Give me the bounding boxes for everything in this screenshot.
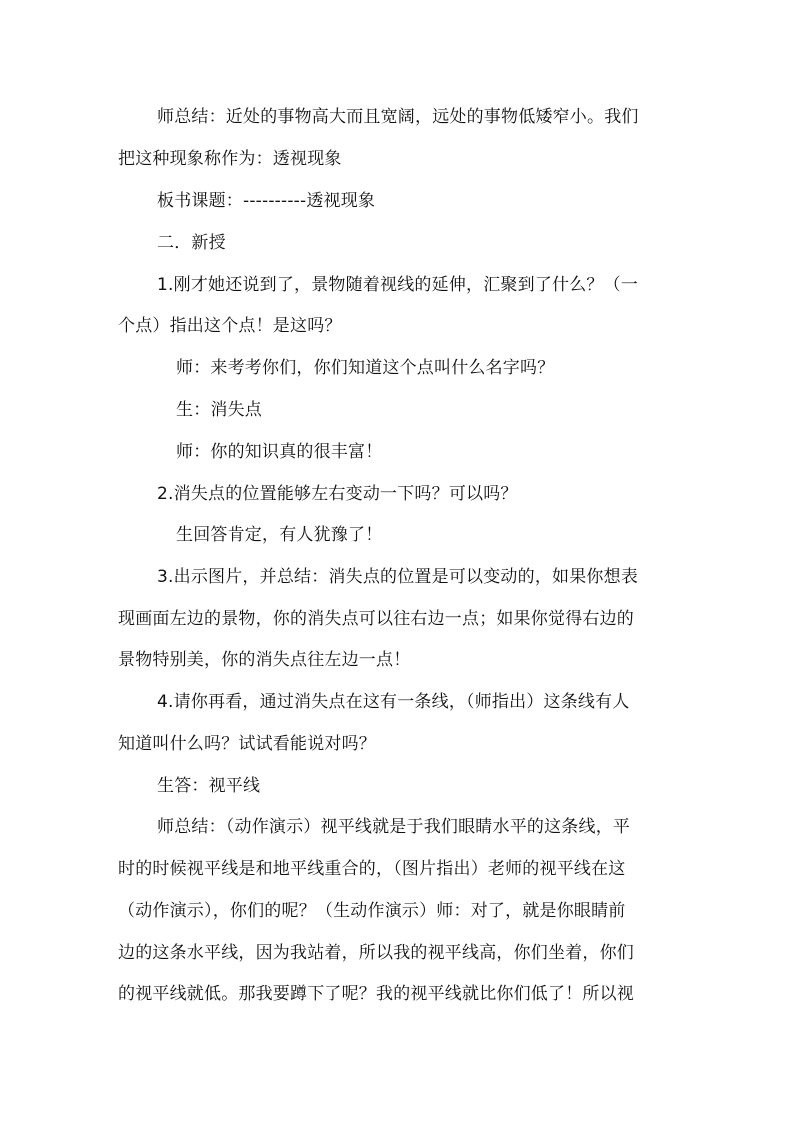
paragraph-line: 的视平线就低。那我要蹲下了呢？我的视平线就比你们低了！所以视 — [118, 984, 634, 1004]
paragraph-line: 生答：视平线 — [157, 776, 261, 796]
paragraph-line: 师总结：近处的事物高大而且宽阔，远处的事物低矮窄小。我们 — [157, 107, 639, 127]
paragraph-line: 知道叫什么吗？试试看能说对吗？ — [118, 734, 376, 754]
paragraph-line: 个点）指出这个点！是这吗？ — [118, 316, 342, 336]
dialogue-line: 师：来考考你们，你们知道这个点叫什么名字吗？ — [176, 358, 555, 378]
paragraph-line: 时的时候视平线是和地平线重合的，（图片指出）老师的视平线在这 — [118, 859, 626, 879]
dialogue-line: 生：消失点 — [176, 400, 262, 420]
paragraph-line: 4.请你再看，通过消失点在这有一条线，（师指出）这条线有人 — [157, 692, 630, 712]
paragraph-line: 景物特别美，你的消失点往左边一点！ — [118, 650, 411, 670]
paragraph-line: 3.出示图片，并总结：消失点的位置是可以变动的，如果你想表 — [157, 567, 639, 587]
section-heading: 二．新授 — [157, 233, 226, 253]
paragraph-line: 1.刚才她还说到了，景物随着视线的延伸，汇聚到了什么？（一 — [157, 275, 639, 295]
paragraph-line: 现画面左边的景物，你的消失点可以往右边一点；如果你觉得右边的 — [118, 609, 634, 629]
dialogue-line: 生回答肯定，有人犹豫了！ — [176, 525, 383, 545]
paragraph-line: 边的这条水平线，因为我站着，所以我的视平线高，你们坐着，你们 — [118, 943, 634, 963]
paragraph-line: 师总结：（动作演示）视平线就是于我们眼睛水平的这条线，平 — [157, 817, 631, 837]
paragraph-line: 板书课题：----------透视现象 — [157, 191, 376, 211]
dialogue-line: 师：你的知识真的很丰富！ — [176, 442, 383, 462]
paragraph-line: （动作演示），你们的呢？（生动作演示）师：对了，就是你眼睛前 — [118, 901, 626, 921]
paragraph-line: 2.消失点的位置能够左右变动一下吗？可以吗？ — [157, 484, 518, 504]
paragraph-line: 把这种现象称作为：透视现象 — [118, 149, 342, 169]
